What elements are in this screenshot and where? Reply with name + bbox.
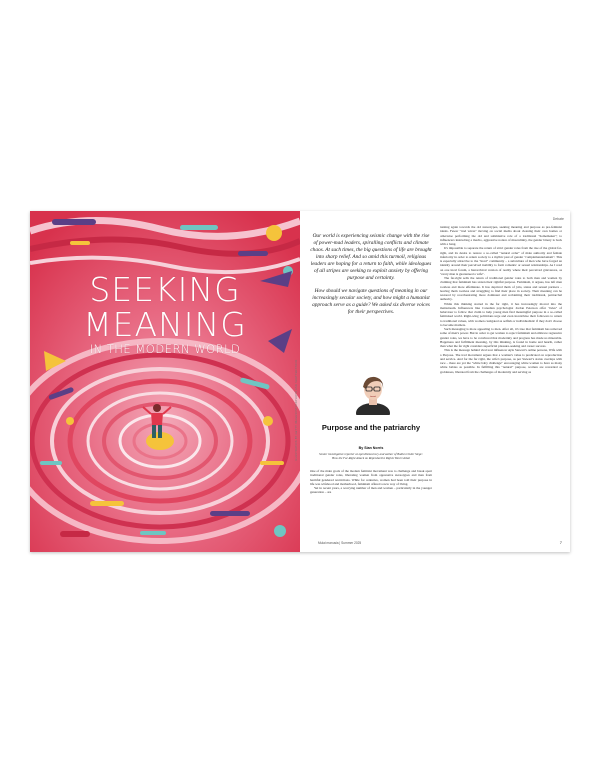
body-column-1 <box>310 469 432 495</box>
illustration-credit: ILLUSTRATION BY GETTY IMAGES/ISTOCKPHOTO AND SHUTTERSTOCK <box>295 359 298 461</box>
magazine-spread <box>30 211 570 552</box>
col2-paragraph-4: While this thinking started in the far right, it has increasingly moved into the mainstream. Influencers like Canadian psychologist Jordan Peterson offer "rules" of behaviour to follow that claim to help young men find meaningful purpose in a so-called feminised world. Right-wing politicians urge and even incentivise their followers to return to traditional values, with women castigated as selfish or individualistic if they don't choose to become mothers. <box>440 301 562 327</box>
headline-meaning: MEANING <box>83 305 247 344</box>
page-footer: Mulai manusia | Summer 2025 <box>318 541 362 545</box>
intro-paragraph-2: How should we navigate questions of meaning in our increasingly secular society, and how might a humanist approach serve as a guide? We asked six diverse voices for their perspectives. <box>312 288 430 315</box>
headline-subtitle: IN THE MODERN WORLD <box>89 342 241 356</box>
col2-paragraph-2: It's impossible to separate the return of strict gender roles from the rise of the global far-right, and its desire to restore a so-called "natural order" of male authority and female inferiority in order to return society to a mythic past of gender "complementarianism". This is especially attractive to the "incel" community – a subculture of men who have forged an identity around their perceived inability to form romantic or sexual relationships. As I read on one incel forum, a hierarchical version of reality where their perceived grievances, as "every man is guaranteed a wife". <box>440 246 562 276</box>
col2-paragraph-6: This is the message behind viral tour influencer Ayla Stewart's online persona, Wife with a Purpose. The trad movement argues that a woman's value is predicated on reproduction and service. And for the far right, the wife's purpose, as per Stewart's status overlaps with race – there are yet the "white baby challenge" encouraging white women to have as many white babies as possible. In fulfilling this "natural" purpose, women are rewarded as goddesses, liberated from the challenges of modernity and serving as <box>440 348 562 374</box>
col2-paragraph-5: Such messaging is more appealing to men. After all, it's true that feminism has removed some of men's power. But in order to get women to reject feminism and embrace regressive gender roles, we have to be convinced that modernity and progress has made us miserable. Happiness and fulfilment meaning, by this thinking, is found in home and hearth, rather than what the far right considers superficial pleasure-seeking and career success. <box>440 327 562 348</box>
col2-paragraph-3: The far-right sells the return of traditional gender roles to both men and women by claiming that feminism has stolen their rightful purpose. Feminism, it argues, has left men rootless and more effeminate. It has deprived them of jobs, status and sexual partners – leaving them rootless and struggling to find their place in society. Their meaning can be restored by reorchestrating more dominant and reclaiming their traditional, patriarchal authority. <box>440 276 562 302</box>
col2-paragraph-1: turning again towards the old stereotypes, seeking meaning and purpose as pre-feminist ideals. Fewer "trad wives" moving on social media about cleaning their own homes or otherwise performing the old and submissive role of a traditional "homemaker"; to influencers instructing a macho, aggressive notion of masculinity, the gender binary is back with a bang. <box>440 225 562 246</box>
left-page-illustration <box>30 211 300 552</box>
author-bio: Senior investigative reporter at openDemocracy and author of Bodies Under Siege: How the Far-Right Attack on Reproductive Rights Went Global <box>319 452 423 460</box>
intro-paragraph-1: Our world is experiencing seismic change with the rise of power-mad leaders, spiralling conflicts and climate chaos. At such times, the big questions of life are brought into sharp relief. And so amid this turmoil, religious leaders are hoping for a return to faith, while ideologues of all stripes are seeking to exploit anxiety by offering purpose and certainty. <box>310 233 432 281</box>
page-number: 7 <box>559 540 562 545</box>
col1-paragraph-2: Yet in recent years, a worrying number of men and women – particularly in the younger generation – are <box>310 486 432 495</box>
author-portrait <box>353 371 393 415</box>
intro-standfirst <box>310 233 432 316</box>
feature-headline <box>30 270 300 356</box>
swirl-artwork <box>30 211 300 552</box>
right-page-text <box>295 211 570 552</box>
col1-paragraph-1: One of the main goals of the modern feminist movement was to challenge and break apart traditional gender roles, liberating women from oppressive stereotypes and men from harmful gendered restrictions. While for centuries, women had been told their purpose in life was wifehood and motherhood, feminism offered a new way of living. <box>310 469 432 486</box>
article-title: Purpose and the patriarchy <box>321 423 421 432</box>
body-column-2 <box>440 225 562 374</box>
section-tag: Debate <box>552 217 564 221</box>
headline-seeking: SEEKING <box>89 270 241 309</box>
byline: By Sian Norris <box>358 446 384 450</box>
